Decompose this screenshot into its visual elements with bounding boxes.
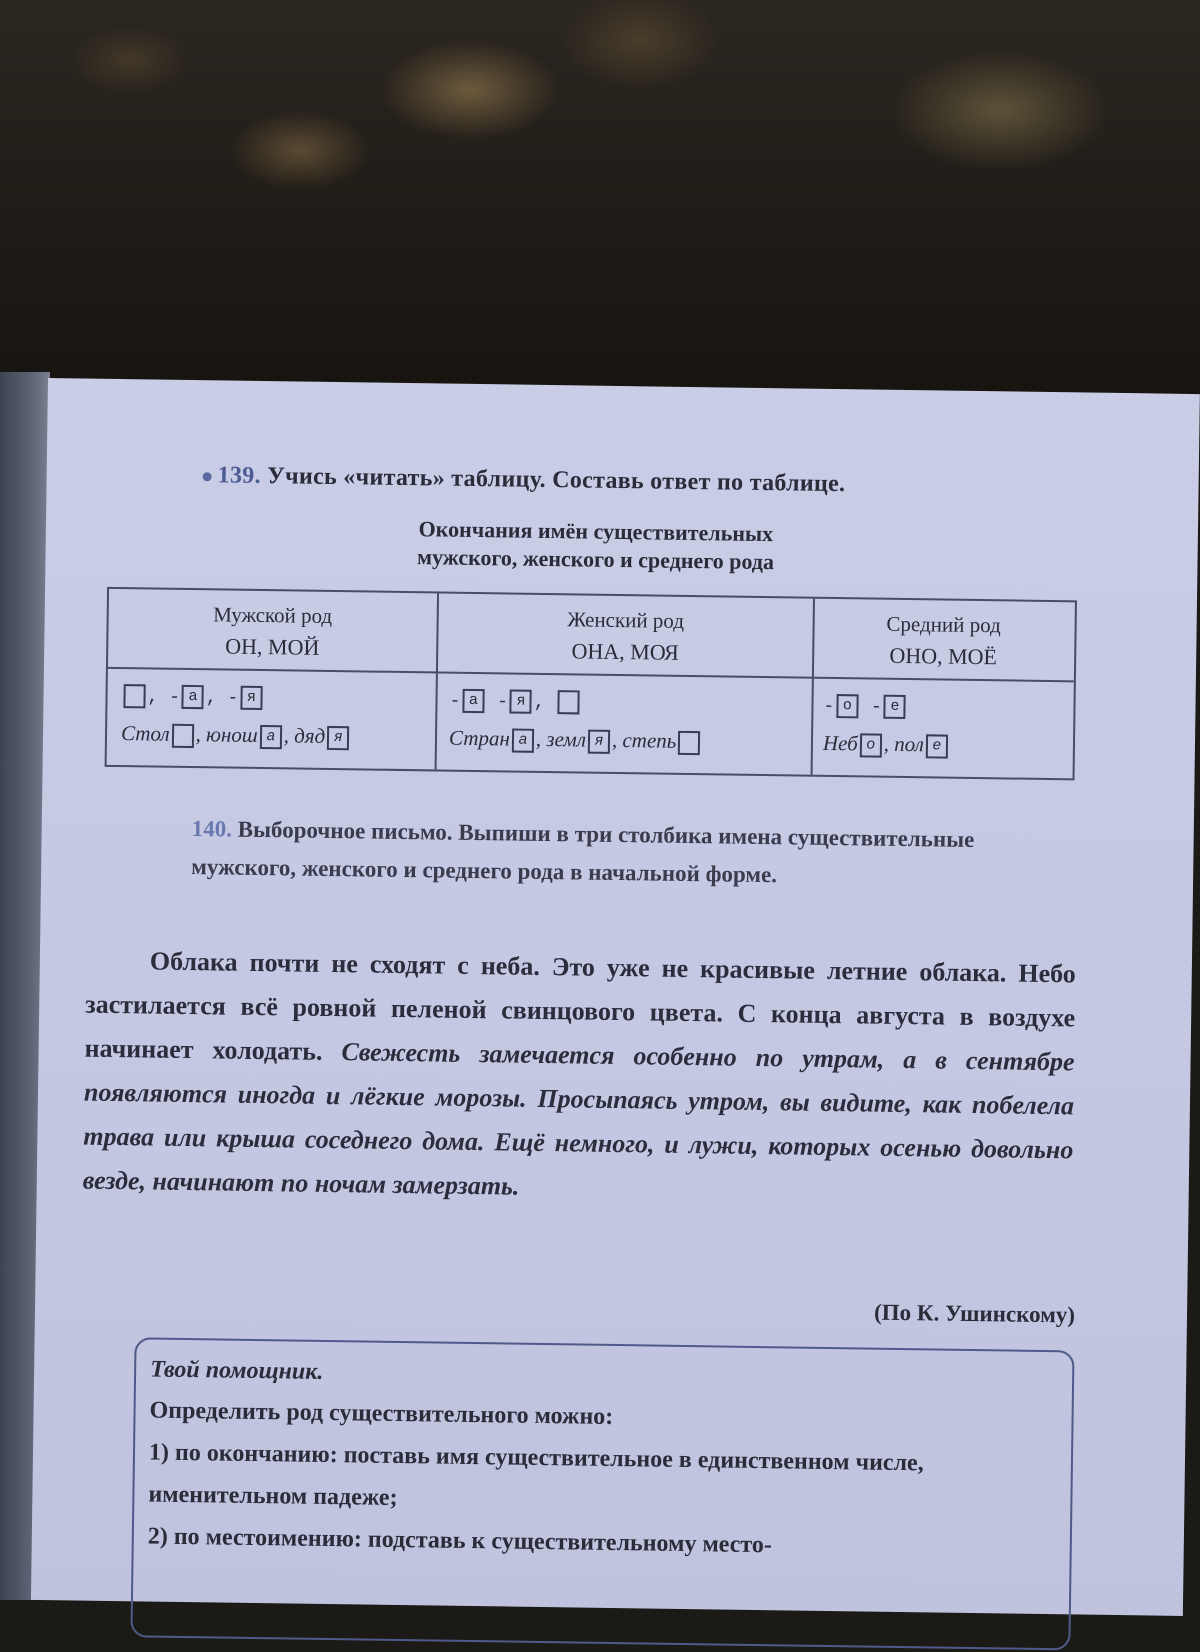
table-title-line: мужского, женского и среднего рода [416,544,775,575]
ending-box: а [182,685,204,709]
ending-box: о [836,694,858,718]
example-stem: дяд [294,723,326,748]
example-stem: земл [546,726,587,752]
exercise-number: 140. [191,816,233,842]
helper-line: 2) по местоимению: подставь к существительному место- [147,1523,773,1559]
endings-row: , - а , - я [121,679,431,719]
examples-row: Стран а , земл я , степь [449,720,809,761]
ending-box: а [512,729,534,753]
gender-label: Женский род [567,607,685,633]
textbook-page [31,378,1200,1616]
ending-box [171,724,193,748]
example-stem: пол [894,731,925,757]
examples-row: Неб о , пол е [823,725,1069,764]
pronoun-label: ОНА, МОЯ [571,638,680,665]
example-stem: Стол [120,721,170,746]
ending-box: е [884,695,906,719]
passage-text: Облака почти не сходят с неба. Это уже не красивые летние облака. Небо застилается всё ровной пеленой свинцового цвета. С конца августа в воздухе начинает холодать. [84,946,1076,1067]
example-stem: Неб [822,730,858,756]
ending-box: я [327,726,349,750]
exercise-number: 139. [217,462,262,489]
ending-box [123,684,145,708]
table-title-line: Окончания имён существительных [418,516,774,547]
endings-table [105,587,1077,781]
ending-box: о [860,734,882,758]
endings-row: - о - е [823,689,1069,728]
passage-author: (По К. Ушинскому) [873,1299,1076,1328]
header-masculine [108,597,437,666]
example-stem: юнош [205,722,258,747]
exercise-139 [202,462,1102,502]
gender-label: Мужской род [213,602,333,628]
ending-box [678,731,700,755]
ending-box: а [462,689,484,713]
ending-box [557,690,579,714]
ending-box: е [926,734,948,758]
helper-box [130,1337,1074,1650]
cell-neuter [823,689,1070,764]
header-feminine [438,601,813,670]
pronoun-label: ОН, МОЙ [225,633,320,660]
exercise-instruction: Выборочное письмо. Выпиши в три столбика имена существительные мужского, женского и среднего рода в начальной форме. [191,816,975,888]
background-fabric [0,0,1200,420]
pronoun-label: ОНО, МОЁ [889,642,998,670]
example-stem: степь [622,728,677,753]
helper-line: Определить род существительного можно: [149,1397,614,1430]
bullet-icon [203,472,212,481]
header-neuter [814,607,1073,675]
exercise-instruction: Учись «читать» таблицу. Составь ответ по таблице. [266,463,846,498]
ending-box: я [240,686,262,710]
exercise-140 [191,810,1072,898]
endings-row: - а - я , [449,684,809,725]
gender-label: Средний род [886,611,1001,638]
passage-text: Свежесть замечается особенно по утрам, а в сентябре появляются иногда и лёгкие морозы. Просыпаясь утром, вы видите, как побелела трава или крыша соседнего дома. Ещё немного, и лужи, которых осенью довольно везде, начинают по ночам замерзать. [82,1037,1075,1201]
helper-line: 1) по окончанию: поставь имя существительное в единственном числе, именительном падеже; [148,1439,924,1511]
ending-box: а [260,725,282,749]
ending-box: я [588,730,610,754]
reading-passage [82,939,1076,1217]
cell-masculine [121,679,432,755]
cell-feminine [449,684,810,761]
table-title [335,514,856,577]
examples-row: Стол , юнош а , дяд я [121,715,431,755]
helper-title: Твой помощник. [149,1356,324,1385]
example-stem: Стран [448,725,511,751]
ending-box: я [510,690,532,714]
